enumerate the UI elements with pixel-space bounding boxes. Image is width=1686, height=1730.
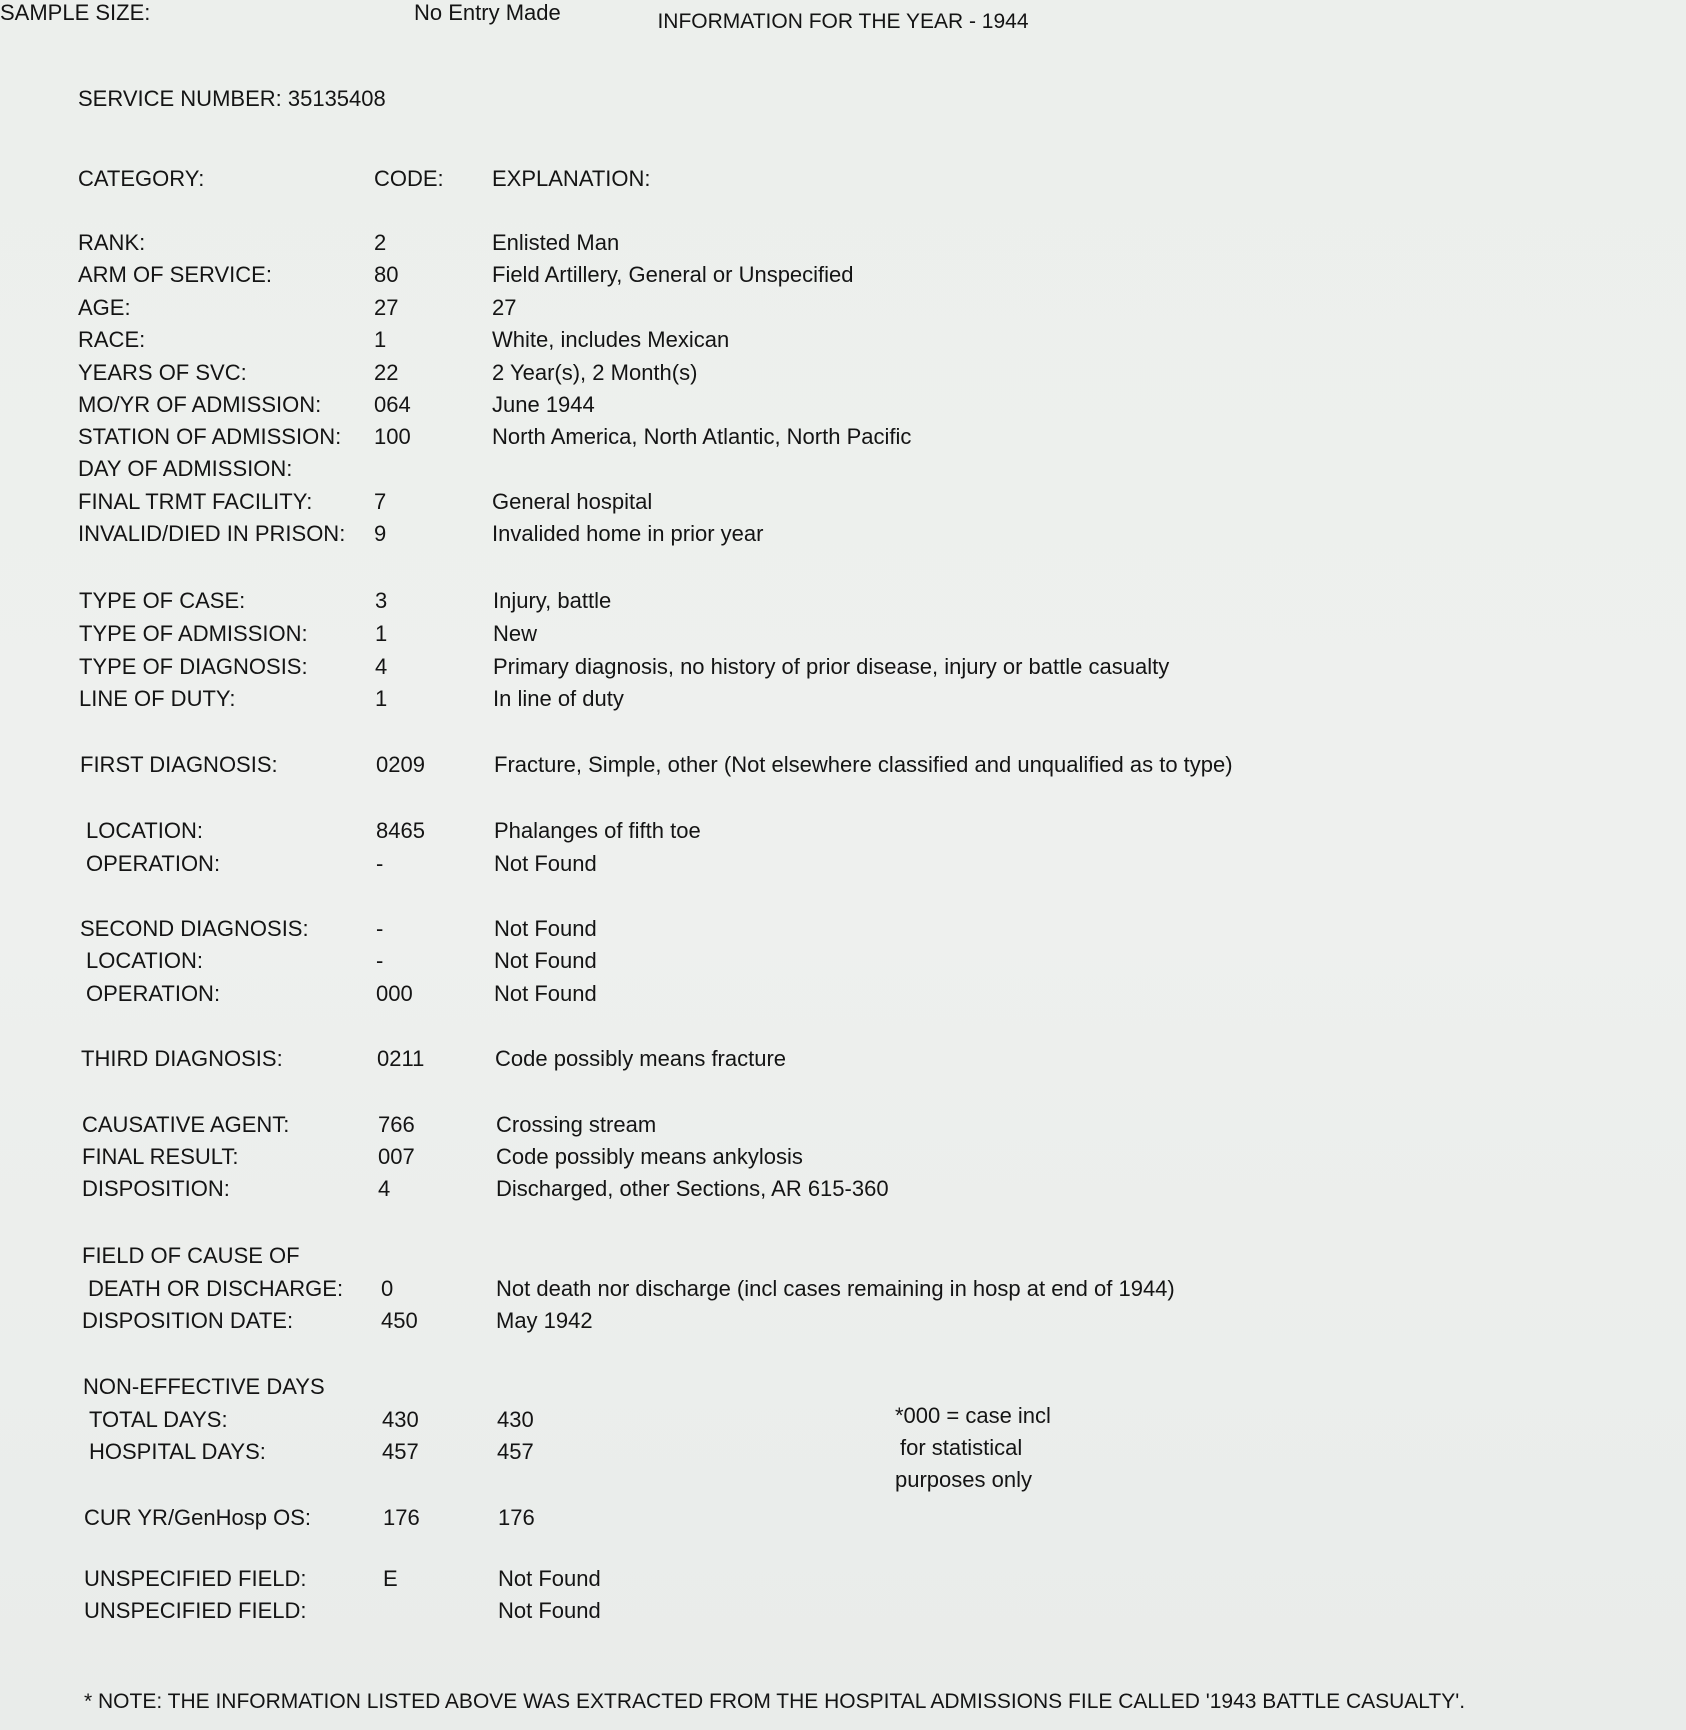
row-category: LOCATION: — [86, 948, 203, 973]
row-code: - — [376, 916, 384, 941]
row-explanation: Discharged, other Sections, AR 615-360 — [496, 1176, 889, 1201]
row-category: UNSPECIFIED FIELD: — [84, 1566, 307, 1591]
row-code: 766 — [378, 1112, 415, 1137]
row-code: 1 — [374, 327, 387, 352]
row-explanation: No Entry Made — [414, 0, 561, 25]
row-explanation: Enlisted Man — [492, 230, 620, 255]
row-code: 457 — [382, 1439, 419, 1464]
row-category: AGE: — [78, 295, 131, 320]
row-code: 450 — [381, 1308, 418, 1333]
row-explanation: In line of duty — [493, 686, 624, 711]
row-code: 1 — [375, 621, 388, 646]
row-explanation: Invalided home in prior year — [492, 521, 764, 546]
row-category: NON-EFFECTIVE DAYS — [83, 1374, 325, 1399]
row-category: FIELD OF CAUSE OF — [82, 1243, 300, 1268]
row-code: 22 — [374, 360, 399, 385]
row-explanation: Code possibly means ankylosis — [496, 1144, 803, 1169]
row-category: ARM OF SERVICE: — [78, 262, 272, 287]
row-code: 430 — [382, 1407, 419, 1432]
row-code: 0209 — [376, 752, 425, 777]
row-explanation: General hospital — [492, 489, 653, 514]
row-code: 064 — [374, 392, 411, 417]
row-category: OPERATION: — [86, 981, 221, 1006]
row-explanation: Code possibly means fracture — [495, 1046, 787, 1071]
row-category: TYPE OF ADMISSION: — [79, 621, 308, 646]
row-code: 7 — [374, 489, 387, 514]
row-code: 176 — [383, 1505, 420, 1530]
column-header-code: CODE: — [374, 166, 444, 191]
row-category: YEARS OF SVC: — [78, 360, 247, 385]
row-explanation: New — [493, 621, 538, 646]
row-explanation: Not Found — [494, 851, 597, 876]
row-category: DAY OF ADMISSION: — [78, 456, 293, 481]
row-code: 0 — [381, 1276, 394, 1301]
row-explanation: Primary diagnosis, no history of prior disease, injury or battle casualty — [493, 654, 1170, 679]
row-code: E — [383, 1566, 398, 1591]
row-explanation: Not Found — [494, 916, 597, 941]
column-header-category: CATEGORY: — [78, 166, 205, 191]
row-category: DEATH OR DISCHARGE: — [88, 1276, 344, 1301]
row-code: 27 — [374, 295, 399, 320]
row-explanation: 430 — [497, 1407, 534, 1432]
row-code: 8465 — [376, 818, 425, 843]
side-note-line: *000 = case incl — [895, 1403, 1051, 1428]
row-category: DISPOSITION: — [82, 1176, 230, 1201]
row-explanation: May 1942 — [496, 1308, 593, 1333]
row-explanation: Injury, battle — [493, 588, 612, 613]
row-explanation: Phalanges of fifth toe — [494, 818, 701, 843]
row-explanation: 457 — [497, 1439, 534, 1464]
row-explanation: White, includes Mexican — [492, 327, 730, 352]
row-code: 100 — [374, 424, 411, 449]
document-header: INFORMATION FOR THE YEAR - 1944 — [657, 10, 1029, 33]
row-code: 2 — [374, 230, 387, 255]
row-code: 9 — [374, 521, 387, 546]
row-category: CUR YR/GenHosp OS: — [84, 1505, 312, 1530]
row-explanation: Crossing stream — [496, 1112, 657, 1137]
row-explanation: June 1944 — [492, 392, 595, 417]
row-category: SECOND DIAGNOSIS: — [80, 916, 309, 941]
row-category: TYPE OF CASE: — [79, 588, 246, 613]
row-explanation: Field Artillery, General or Unspecified — [492, 262, 854, 287]
row-category: CAUSATIVE AGENT: — [82, 1112, 290, 1137]
row-category: DISPOSITION DATE: — [82, 1308, 294, 1333]
row-explanation: Not Found — [494, 981, 597, 1006]
row-category: HOSPITAL DAYS: — [89, 1439, 266, 1464]
row-category: LINE OF DUTY: — [79, 686, 236, 711]
row-category: RACE: — [78, 327, 146, 352]
row-explanation: Not Found — [498, 1598, 601, 1623]
row-explanation: Fracture, Simple, other (Not elsewhere classified and unqualified as to type) — [494, 752, 1233, 777]
row-explanation: 176 — [498, 1505, 535, 1530]
row-category: THIRD DIAGNOSIS: — [81, 1046, 283, 1071]
row-explanation: Not Found — [498, 1566, 601, 1591]
row-code: 007 — [378, 1144, 415, 1169]
service-number: SERVICE NUMBER: 35135408 — [78, 86, 386, 111]
row-category: LOCATION: — [86, 818, 203, 843]
row-code: - — [376, 948, 384, 973]
row-category: INVALID/DIED IN PRISON: — [78, 521, 346, 546]
row-explanation: Not death nor discharge (incl cases remaining in hosp at end of 1944) — [496, 1276, 1175, 1301]
row-category: FIRST DIAGNOSIS: — [80, 752, 278, 777]
row-code: 0211 — [377, 1046, 425, 1071]
row-category: MO/YR OF ADMISSION: — [78, 392, 322, 417]
row-code: 4 — [378, 1176, 391, 1201]
side-note-line: for statistical — [900, 1435, 1023, 1460]
row-category: TYPE OF DIAGNOSIS: — [79, 654, 308, 679]
row-category: TOTAL DAYS: — [89, 1407, 228, 1432]
row-explanation: 2 Year(s), 2 Month(s) — [492, 360, 698, 385]
row-code: - — [376, 851, 384, 876]
row-category: SAMPLE SIZE: — [0, 0, 151, 25]
footer-note: * NOTE: THE INFORMATION LISTED ABOVE WAS EXTRACTED FROM THE HOSPITAL ADMISSIONS FILE CALLED '1943 BATTLE CASUALTY'. — [84, 1690, 1466, 1713]
row-code: 4 — [375, 654, 388, 679]
row-category: FINAL TRMT FACILITY: — [78, 489, 313, 514]
row-category: UNSPECIFIED FIELD: — [84, 1598, 307, 1623]
row-category: RANK: — [78, 230, 146, 255]
row-explanation: North America, North Atlantic, North Pacific — [492, 424, 912, 449]
row-code: 80 — [374, 262, 399, 287]
row-category: STATION OF ADMISSION: — [78, 424, 342, 449]
row-category: OPERATION: — [86, 851, 221, 876]
row-code: 1 — [375, 686, 388, 711]
row-category: FINAL RESULT: — [82, 1144, 239, 1169]
row-code: 000 — [376, 981, 413, 1006]
row-explanation: 27 — [492, 295, 517, 320]
side-note-line: purposes only — [895, 1467, 1032, 1492]
row-code: 3 — [375, 588, 388, 613]
row-explanation: Not Found — [494, 948, 597, 973]
column-header-explanation: EXPLANATION: — [492, 166, 651, 191]
